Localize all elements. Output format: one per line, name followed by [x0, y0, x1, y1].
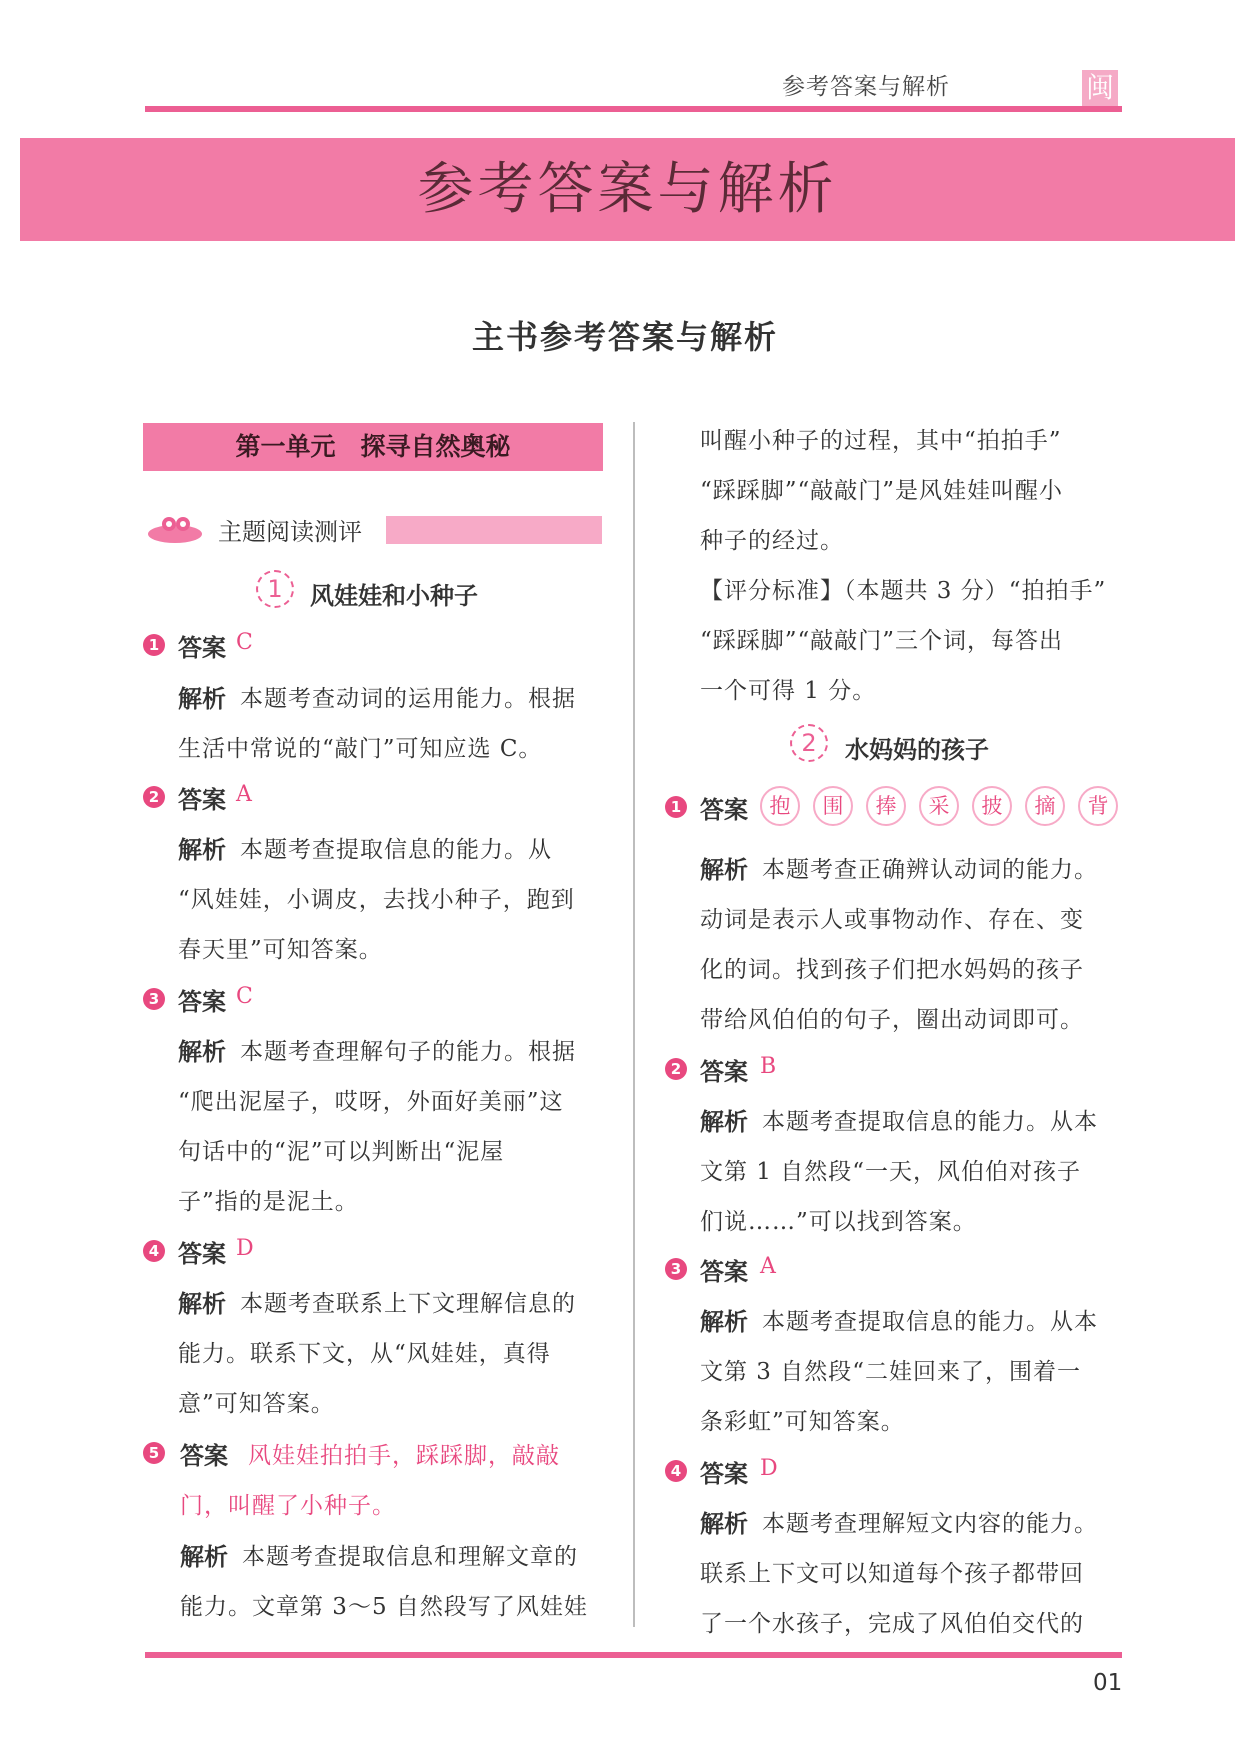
analysis-label: 解析	[178, 835, 226, 864]
column-divider	[633, 422, 635, 1627]
section-title: 水妈妈的孩子	[845, 736, 989, 764]
answer-value: D	[236, 1236, 254, 1261]
circled-verb: 摘	[1025, 786, 1065, 826]
analysis-label: 解析	[178, 1289, 226, 1318]
analysis-line: 们说……”可以找到答案。	[700, 1209, 977, 1235]
question-number: 1	[143, 634, 165, 656]
analysis-line: 带给风伯伯的句子，圈出动词即可。	[700, 1007, 1084, 1033]
section-number: 2	[790, 724, 828, 762]
analysis-line: 本题考查提取信息的能力。从本	[762, 1309, 1098, 1335]
score-line: 【评分标准】（本题共 3 分）“拍拍手”	[700, 578, 1107, 604]
question-number: 2	[143, 786, 165, 808]
analysis-line: 文第 1 自然段“一天，风伯伯对孩子	[700, 1159, 1082, 1185]
answer-value: A	[236, 782, 252, 807]
analysis-line: “爬出泥屋子，哎呀，外面好美丽”这	[178, 1089, 564, 1115]
analysis-line: 本题考查理解短文内容的能力。	[762, 1511, 1098, 1537]
analysis-line: 本题考查提取信息的能力。从	[240, 837, 552, 863]
theme-label: 主题阅读测评	[218, 518, 362, 546]
answer-label: 答案	[700, 1057, 748, 1086]
analysis-line: 动词是表示人或事物动作、存在、变	[700, 907, 1084, 933]
analysis-line: 条彩虹”可知答案。	[700, 1409, 905, 1435]
analysis-line: 本题考查提取信息和理解文章的	[242, 1544, 578, 1570]
analysis-line: 种子的经过。	[700, 528, 844, 554]
score-line: “踩踩脚”“敲敲门”三个词，每答出	[700, 628, 1064, 654]
theme-bar	[386, 516, 602, 544]
answer-label: 答案	[180, 1441, 228, 1470]
analysis-line: 本题考查联系上下文理解信息的	[240, 1291, 576, 1317]
analysis-line: 文第 3 自然段“二娃回来了，围着一	[700, 1359, 1082, 1385]
question-number: 4	[143, 1240, 165, 1262]
region-badge: 闽	[1082, 70, 1118, 106]
answer-value: C	[236, 630, 253, 655]
analysis-line: 本题考查正确辨认动词的能力。	[762, 857, 1098, 883]
answer-label: 答案	[700, 795, 748, 824]
answer-value: 门，叫醒了小种子。	[180, 1493, 396, 1519]
analysis-line: 句话中的“泥”可以判断出“泥屋	[178, 1139, 505, 1165]
running-header-title: 参考答案与解析	[782, 74, 950, 100]
analysis-line: 化的词。找到孩子们把水妈妈的孩子	[700, 957, 1084, 983]
unit-heading: 第一单元 探寻自然奥秘	[235, 432, 511, 461]
analysis-label: 解析	[178, 1037, 226, 1066]
question-number: 5	[143, 1442, 165, 1464]
analysis-label: 解析	[700, 1307, 748, 1336]
answer-label: 答案	[178, 785, 226, 814]
analysis-line: 了一个水孩子，完成了风伯伯交代的	[700, 1611, 1084, 1637]
question-number: 1	[665, 796, 687, 818]
answer-value: D	[760, 1456, 778, 1481]
analysis-line: 联系上下文可以知道每个孩子都带回	[700, 1561, 1084, 1587]
question-number: 4	[665, 1460, 687, 1482]
analysis-label: 解析	[178, 684, 226, 713]
footer-divider	[145, 1652, 1122, 1658]
analysis-label: 解析	[700, 1107, 748, 1136]
analysis-line: 叫醒小种子的过程，其中“拍拍手”	[700, 428, 1062, 454]
analysis-line: 子”指的是泥土。	[178, 1189, 359, 1215]
answer-label: 答案	[178, 633, 226, 662]
analysis-line: 本题考查动词的运用能力。根据	[240, 686, 576, 712]
answer-label: 答案	[700, 1459, 748, 1488]
question-number: 3	[143, 988, 165, 1010]
circled-verb: 捧	[866, 786, 906, 826]
theme-icon	[145, 514, 203, 544]
question-number: 3	[665, 1258, 687, 1280]
analysis-line: “风娃娃，小调皮，去找小种子，跑到	[178, 887, 575, 913]
circled-verb: 围	[813, 786, 853, 826]
answer-value: A	[760, 1254, 776, 1279]
header-divider	[145, 106, 1122, 112]
analysis-line: 春天里”可知答案。	[178, 937, 383, 963]
analysis-line: 意”可知答案。	[178, 1391, 335, 1417]
analysis-label: 解析	[180, 1542, 228, 1571]
answer-label: 答案	[178, 987, 226, 1016]
circled-verb: 采	[919, 786, 959, 826]
question-number: 2	[665, 1058, 687, 1080]
section-number: 1	[256, 570, 294, 608]
analysis-line: 本题考查理解句子的能力。根据	[240, 1039, 576, 1065]
analysis-line: 本题考查提取信息的能力。从本	[762, 1109, 1098, 1135]
analysis-line: 能力。联系下文，从“风娃娃，真得	[178, 1341, 551, 1367]
circled-verb: 抱	[760, 786, 800, 826]
score-line: 一个可得 1 分。	[700, 678, 877, 704]
circled-verbs	[760, 786, 1131, 826]
circled-verb: 披	[972, 786, 1012, 826]
analysis-label: 解析	[700, 855, 748, 884]
banner-title: 参考答案与解析	[417, 157, 838, 222]
analysis-line: 能力。文章第 3～5 自然段写了风娃娃	[180, 1594, 588, 1620]
answer-value: C	[236, 984, 253, 1009]
answer-label: 答案	[700, 1257, 748, 1286]
answer-value: 风娃娃拍拍手，踩踩脚，敲敲	[248, 1443, 560, 1469]
page-number: 01	[1093, 1670, 1123, 1696]
page-subtitle: 主书参考答案与解析	[471, 318, 778, 356]
circled-verb: 背	[1078, 786, 1118, 826]
analysis-line: “踩踩脚”“敲敲门”是风娃娃叫醒小	[700, 478, 1064, 504]
section-title: 风娃娃和小种子	[310, 582, 478, 610]
analysis-label: 解析	[700, 1509, 748, 1538]
answer-label: 答案	[178, 1239, 226, 1268]
answer-value: B	[760, 1054, 777, 1079]
analysis-line: 生活中常说的“敲门”可知应选 C。	[178, 736, 543, 762]
